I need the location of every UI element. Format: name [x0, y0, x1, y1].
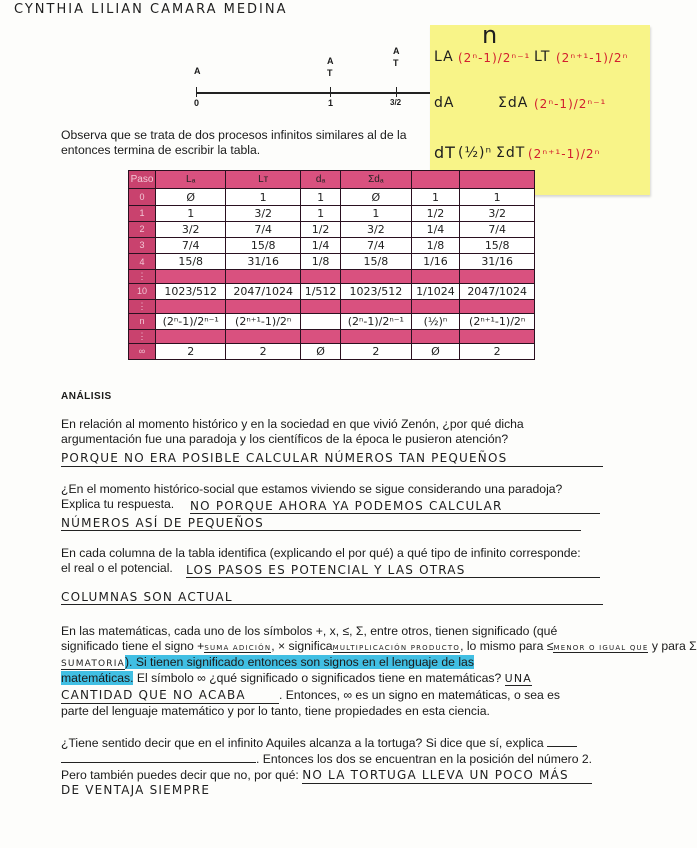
question-4a: En las matemáticas, cada uno de los símbolos +, x, ≤, Σ, entre otros, tienen significado (qué: [61, 624, 558, 638]
cell-sum-dt: [460, 329, 535, 343]
cell-sum-da: [341, 300, 411, 314]
cell-sum-da: 7/4: [341, 237, 411, 253]
label-a-0: A: [194, 66, 201, 76]
table-row: [129, 253, 535, 269]
answer-5a: NO LA TORTUGA LLEVA UN POCO MÁS: [302, 768, 592, 784]
step-cell: 1: [129, 205, 156, 221]
sticky-r3-value2: (2ⁿ⁺¹-1)/2ⁿ: [528, 147, 601, 161]
cell-dt: 1/16: [411, 253, 460, 269]
cell-da: 1/2: [300, 221, 340, 237]
question-5b: [61, 752, 603, 767]
answer-4-mult: MULTIPLICACIÓN PRODUCTO: [332, 644, 461, 652]
cell-lt: 1: [226, 189, 301, 205]
cell-la: 15/8: [156, 253, 226, 269]
step-cell: 3: [129, 237, 156, 253]
answer-5b: DE VENTAJA SIEMPRE: [61, 783, 211, 797]
cell-la: 2: [156, 343, 226, 359]
question-4b-part3: , lo mismo para ≤: [460, 639, 554, 653]
highlight-text-b: matemáticas.: [61, 671, 134, 685]
cell-sum-dt: 15/8: [460, 237, 535, 253]
question-3a: En cada columna de la tabla identifica (explicando el por qué) a qué tipo de infinito corresponde:: [61, 546, 581, 560]
cell-dt: [411, 300, 460, 314]
tick-label-3-2: 3/2: [390, 98, 402, 107]
question-4b-part1: significado tiene el signo +: [61, 639, 205, 653]
number-line-axis: [196, 92, 436, 94]
cell-lt: 2047/1024: [226, 283, 301, 299]
cell-lt: (2ⁿ⁺¹-1)/2ⁿ: [226, 313, 301, 329]
table-row: [129, 300, 535, 314]
cell-sum-da: 3/2: [341, 221, 411, 237]
cell-lt: [226, 329, 301, 343]
table-header-row: [129, 171, 535, 189]
cell-dt: 1/8: [411, 237, 460, 253]
header-sum-da: Σdₐ: [341, 171, 411, 189]
cell-sum-dt: 2: [460, 343, 535, 359]
cell-sum-da: [341, 270, 411, 284]
sticky-r3-label2: ΣdT: [496, 145, 526, 161]
analysis-title: ANÁLISIS: [61, 391, 112, 402]
cell-la: 1: [156, 205, 226, 221]
cell-sum-dt: 1: [460, 189, 535, 205]
answer-4-menor: MENOR O IGUAL QUE: [553, 644, 649, 652]
cell-sum-dt: [460, 300, 535, 314]
cell-sum-dt: 2047/1024: [460, 283, 535, 299]
sticky-r3-value: (½)ⁿ: [458, 145, 493, 161]
question-4d: [61, 688, 603, 704]
header-dt: [411, 171, 460, 189]
table-row: [129, 205, 535, 221]
step-cell: n: [129, 313, 156, 329]
cell-dt: 1/1024: [411, 283, 460, 299]
cell-la: Ø: [156, 189, 226, 205]
question-4c-text: El símbolo ∞ ¿qué significado o significados tiene en matemáticas?: [133, 671, 502, 685]
highlight-text-a: ). Si tienen significado entonces son signos en el lenguaje de las: [124, 655, 474, 669]
answer-1: PORQUE NO ERA POSIBLE CALCULAR NÚMEROS TAN PEQUEÑOS: [61, 451, 603, 467]
cell-da: 1/8: [300, 253, 340, 269]
cell-sum-da: (2ⁿ-1)/2ⁿ⁻¹: [341, 313, 411, 329]
step-cell: 2: [129, 221, 156, 237]
cell-la: (2ⁿ-1)/2ⁿ⁻¹: [156, 313, 226, 329]
zeno-table: [128, 170, 535, 360]
step-cell: ∞: [129, 343, 156, 359]
question-5c-text: Pero también puedes decir que no, por qué:: [61, 768, 299, 782]
question-4b-part4: y para Σ: [648, 639, 697, 653]
cell-sum-da: 1: [341, 205, 411, 221]
question-4b-part2: , × significa: [271, 639, 333, 653]
cell-dt: (½)ⁿ: [411, 313, 460, 329]
header-sum-dt: [460, 171, 535, 189]
label-a-2: A: [393, 46, 400, 56]
cell-sum-dt: 7/4: [460, 221, 535, 237]
intro-line-2: entonces termina de escribir la tabla.: [61, 143, 261, 157]
cell-da: [300, 270, 340, 284]
answer-4-inf-b: CANTIDAD QUE NO ACABA: [61, 688, 279, 704]
tick-label-0: 0: [194, 98, 200, 108]
table-row: [129, 237, 535, 253]
cell-la: [156, 329, 226, 343]
cell-dt: [411, 270, 460, 284]
answer-4-sumatoria: SUMATORIA: [61, 659, 125, 669]
cell-da: [300, 300, 340, 314]
table-row: [129, 329, 535, 343]
table-row: [129, 343, 535, 359]
table-body: [129, 189, 535, 360]
student-name: CYNTHIA LILIAN CAMARA MEDINA: [14, 2, 288, 17]
question-5b-text: . Entonces los dos se encuentran en la posición del número 2.: [256, 752, 593, 766]
question-2a: ¿En el momento histórico-social que estamos viviendo se sigue considerando una paradoja?: [61, 482, 563, 496]
cell-dt: Ø: [411, 343, 460, 359]
step-cell: ⋮: [129, 270, 156, 284]
answer-5-blank-a: [547, 736, 577, 747]
table-row: [129, 270, 535, 284]
answer-4-inf-a: UNA: [504, 672, 533, 685]
cell-lt: 7/4: [226, 221, 301, 237]
intro-line-1: Observa que se trata de dos procesos infinitos similares al de la: [61, 128, 407, 142]
sticky-r1-label: LA: [434, 49, 454, 65]
answer-3b: COLUMNAS SON ACTUAL: [61, 590, 603, 605]
header-la: Lₐ: [156, 171, 226, 189]
question-4e: parte del lenguaje matemático y por lo tanto, tiene propiedades en esta ciencia.: [61, 704, 490, 718]
cell-sum-dt: [460, 270, 535, 284]
question-4d-text: . Entonces, ∞ es un signo en matemáticas, o sea es: [279, 688, 561, 702]
sticky-r2-value2: (2ⁿ-1)/2ⁿ⁻¹: [534, 97, 607, 111]
tick-1: [330, 87, 331, 97]
cell-dt: 1: [411, 189, 460, 205]
cell-da: 1/512: [300, 283, 340, 299]
cell-lt: [226, 300, 301, 314]
tick-label-1: 1: [328, 98, 334, 108]
label-a-1: A: [327, 56, 334, 66]
question-2b: Explica tu respuesta.: [61, 497, 175, 511]
cell-lt: [226, 270, 301, 284]
cell-lt: 31/16: [226, 253, 301, 269]
tick-3-2: [396, 87, 397, 97]
cell-la: 3/2: [156, 221, 226, 237]
cell-la: 1023/512: [156, 283, 226, 299]
cell-lt: 15/8: [226, 237, 301, 253]
table-row: [129, 189, 535, 205]
question-4-highlight-line: [61, 655, 603, 672]
label-t-2: T: [393, 58, 399, 68]
cell-da: 1: [300, 189, 340, 205]
cell-sum-dt: 3/2: [460, 205, 535, 221]
cell-sum-da: Ø: [341, 189, 411, 205]
step-cell: ⋮: [129, 329, 156, 343]
answer-2a: NO PORQUE AHORA YA PODEMOS CALCULAR: [190, 499, 600, 514]
cell-dt: [411, 329, 460, 343]
cell-la: 7/4: [156, 237, 226, 253]
question-1: En relación al momento histórico y en la sociedad en que vivió Zenón, ¿por qué dicha argumentación fue una paradoja y los científicos de la época le pusieron atención?: [61, 417, 524, 446]
question-3b: el real o el potencial.: [61, 561, 173, 575]
cell-lt: 2: [226, 343, 301, 359]
intro-text: [61, 128, 431, 158]
answer-2b: NÚMEROS ASÍ DE PEQUEÑOS: [61, 516, 581, 531]
question-5a: [61, 736, 603, 751]
table-row: [129, 221, 535, 237]
step-cell: 0: [129, 189, 156, 205]
sticky-r1-value: (2ⁿ-1)/2ⁿ⁻¹: [458, 51, 531, 65]
cell-sum-da: 1023/512: [341, 283, 411, 299]
cell-la: [156, 270, 226, 284]
question-4b: [61, 639, 697, 656]
table-row: [129, 313, 535, 329]
step-cell: 4: [129, 253, 156, 269]
cell-da: [300, 313, 340, 329]
cell-sum-da: 15/8: [341, 253, 411, 269]
table-row: [129, 283, 535, 299]
cell-sum-da: 2: [341, 343, 411, 359]
step-cell: 10: [129, 283, 156, 299]
cell-sum-dt: (2ⁿ⁺¹-1)/2ⁿ: [460, 313, 535, 329]
cell-sum-da: [341, 329, 411, 343]
cell-da: 1: [300, 205, 340, 221]
tick-0: [196, 87, 197, 97]
cell-da: [300, 329, 340, 343]
cell-da: 1/4: [300, 237, 340, 253]
cell-dt: 1/4: [411, 221, 460, 237]
answer-4-suma: SUMA ADICIÓN: [204, 644, 272, 652]
question-5a-text: ¿Tiene sentido decir que en el infinito Aquiles alcanza a la tortuga? Si dice que sí, explica: [61, 736, 544, 750]
header-lt: Lт: [226, 171, 301, 189]
cell-dt: 1/2: [411, 205, 460, 221]
sticky-r2-label2: ΣdA: [498, 95, 529, 111]
sticky-r1-value2: (2ⁿ⁺¹-1)/2ⁿ: [556, 51, 629, 65]
step-cell: ⋮: [129, 300, 156, 314]
cell-da: Ø: [300, 343, 340, 359]
sticky-header: n: [482, 21, 499, 49]
sticky-r2-label: dA: [434, 95, 455, 111]
question-4c: [61, 671, 603, 686]
answer-3a: LOS PASOS ES POTENCIAL Y LAS OTRAS: [186, 563, 600, 578]
header-da: dₐ: [300, 171, 340, 189]
cell-sum-dt: 31/16: [460, 253, 535, 269]
cell-la: [156, 300, 226, 314]
question-5c: [61, 768, 603, 784]
sticky-r1-label2: LT: [534, 49, 551, 65]
header-paso: Paso: [129, 171, 156, 189]
label-t-1: T: [327, 68, 333, 78]
answer-5-blank-b: [61, 752, 256, 763]
sticky-r3-label: dT: [434, 143, 456, 162]
cell-lt: 3/2: [226, 205, 301, 221]
